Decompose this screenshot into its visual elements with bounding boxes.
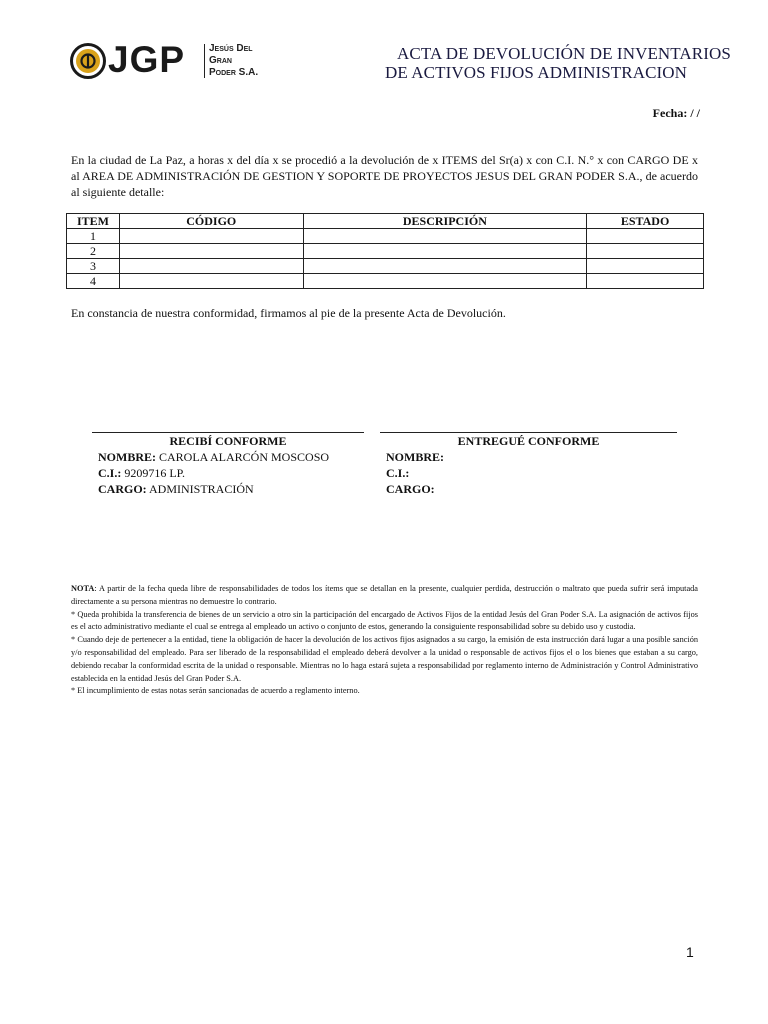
codigo-cell [119, 244, 303, 259]
title-line-2: DE ACTIVOS FIJOS ADMINISTRACION [385, 63, 688, 82]
codigo-cell [119, 229, 303, 244]
name-label: NOMBRE: [386, 450, 444, 464]
descripcion-cell [303, 244, 587, 259]
date-value: / / [690, 106, 700, 120]
title-line-1: ACTA DE DEVOLUCIÓN DE INVENTARIOS [397, 44, 731, 63]
logo-name-line: Gran [209, 55, 232, 66]
date-label: Fecha: [652, 106, 688, 120]
codigo-cell [119, 274, 303, 289]
codigo-cell [119, 259, 303, 274]
item-number-cell: 3 [67, 259, 120, 274]
signature-ci-row [92, 465, 364, 481]
intro-paragraph: En la ciudad de La Paz, a horas x del día x se procedió a la devolución de x ITEMS del Sr(a) x con C.I. N.° x con CARGO DE x al AREA DE ADMINISTRACIÓN DE GESTION Y SOPORTE DE PROYECTOS JESUS DEL GRAN PODER S.A., de acuerdo al siguiente detalle: [71, 153, 698, 199]
estado-cell [587, 229, 704, 244]
table-row [67, 244, 704, 259]
page-number: 1 [686, 944, 694, 960]
signature-name-row [92, 449, 364, 465]
note-paragraph: * El incumplimiento de estas notas serán sancionadas de acuerdo a reglamento interno. [71, 686, 360, 696]
column-header-estado: ESTADO [587, 214, 704, 229]
note-text: : A partir de la fecha queda libre de responsabilidades de todos los ítems que se detallan en la presente, cualquier perdida, destrucción o maltrato que pueda sufrir será imputada directamente a su persona mientras no demuestre lo contrario. [71, 584, 698, 606]
signature-ci-row [380, 465, 677, 481]
estado-cell [587, 244, 704, 259]
signature-block-received [92, 432, 364, 497]
logo-company-name [209, 43, 258, 79]
logo-letters: JGP [108, 39, 186, 80]
signature-heading: RECIBÍ CONFORME [169, 434, 287, 448]
table-row [67, 259, 704, 274]
item-number-cell: 4 [67, 274, 120, 289]
cargo-label: CARGO: [386, 482, 435, 496]
column-header-codigo: CÓDIGO [119, 214, 303, 229]
item-number-cell: 2 [67, 244, 120, 259]
notes-section [71, 583, 698, 698]
descripcion-cell [303, 259, 587, 274]
logo-divider [204, 44, 205, 78]
column-header-item: ITEM [67, 214, 120, 229]
logo-emblem-icon [70, 43, 106, 79]
date-field [600, 106, 700, 121]
descripcion-cell [303, 274, 587, 289]
estado-cell [587, 274, 704, 289]
estado-cell [587, 259, 704, 274]
note-label: NOTA [71, 584, 95, 593]
table-header-row [67, 214, 704, 229]
signature-heading: ENTREGUÉ CONFORME [457, 434, 600, 448]
ci-label: C.I.: [98, 466, 122, 480]
table-row [67, 229, 704, 244]
logo-name-line: Jesús Del [209, 43, 253, 54]
table-row [67, 274, 704, 289]
signature-cargo-row [380, 481, 677, 497]
item-number-cell: 1 [67, 229, 120, 244]
conformity-statement: En constancia de nuestra conformidad, firmamos al pie de la presente Acta de Devolución. [71, 306, 506, 320]
note-paragraph: * Cuando deje de pertenecer a la entidad, tiene la obligación de hacer la devolución de los activos fijos asignados a su cargo, la emisión de esta instrucción dará lugar a una posible sanción y/o responsabilidad del empleado. Para ser liberado de la responsabilidad el empleado deberá devolver a la unidad o responsable de activos fijos el o los bienes que estaban a su cargo, debiendo recabar la conformidad escrita de la unidad o responsable. Mientras no lo haga estará sujeta a responsabilidad por reglamento interno de Administración y Control Administrativo establecida en la entidad Jesús del Gran Poder S.A. [71, 635, 698, 683]
signature-block-delivered [380, 432, 677, 497]
note-paragraph [71, 583, 698, 609]
signature-cargo-row [92, 481, 364, 497]
cargo-value: ADMINISTRACIÓN [149, 482, 254, 496]
name-label: NOMBRE: [98, 450, 156, 464]
column-header-descripcion: DESCRIPCIÓN [303, 214, 587, 229]
ci-label: C.I.: [386, 466, 410, 480]
descripcion-cell [303, 229, 587, 244]
company-logo [70, 40, 280, 82]
note-paragraph: * Queda prohibida la transferencia de bienes de un servicio a otro sin la participación del encargado de Activos Fijos de la entidad Jesús del Gran Poder S.A. La asignación de activos fijos es el acto administrativo mediante el cual se entrega al empleado un activo o conjunto de estos, generando la consiguiente responsabilidad sobre su debido uso y custodia. [71, 609, 698, 632]
cargo-label: CARGO: [98, 482, 147, 496]
name-value: CAROLA ALARCÓN MOSCOSO [159, 450, 330, 464]
ci-value: 9209716 LP. [124, 466, 186, 480]
logo-name-line: Poder S.A. [209, 67, 259, 78]
document-title [385, 44, 745, 82]
items-table [66, 213, 704, 289]
signature-name-row [380, 449, 677, 465]
